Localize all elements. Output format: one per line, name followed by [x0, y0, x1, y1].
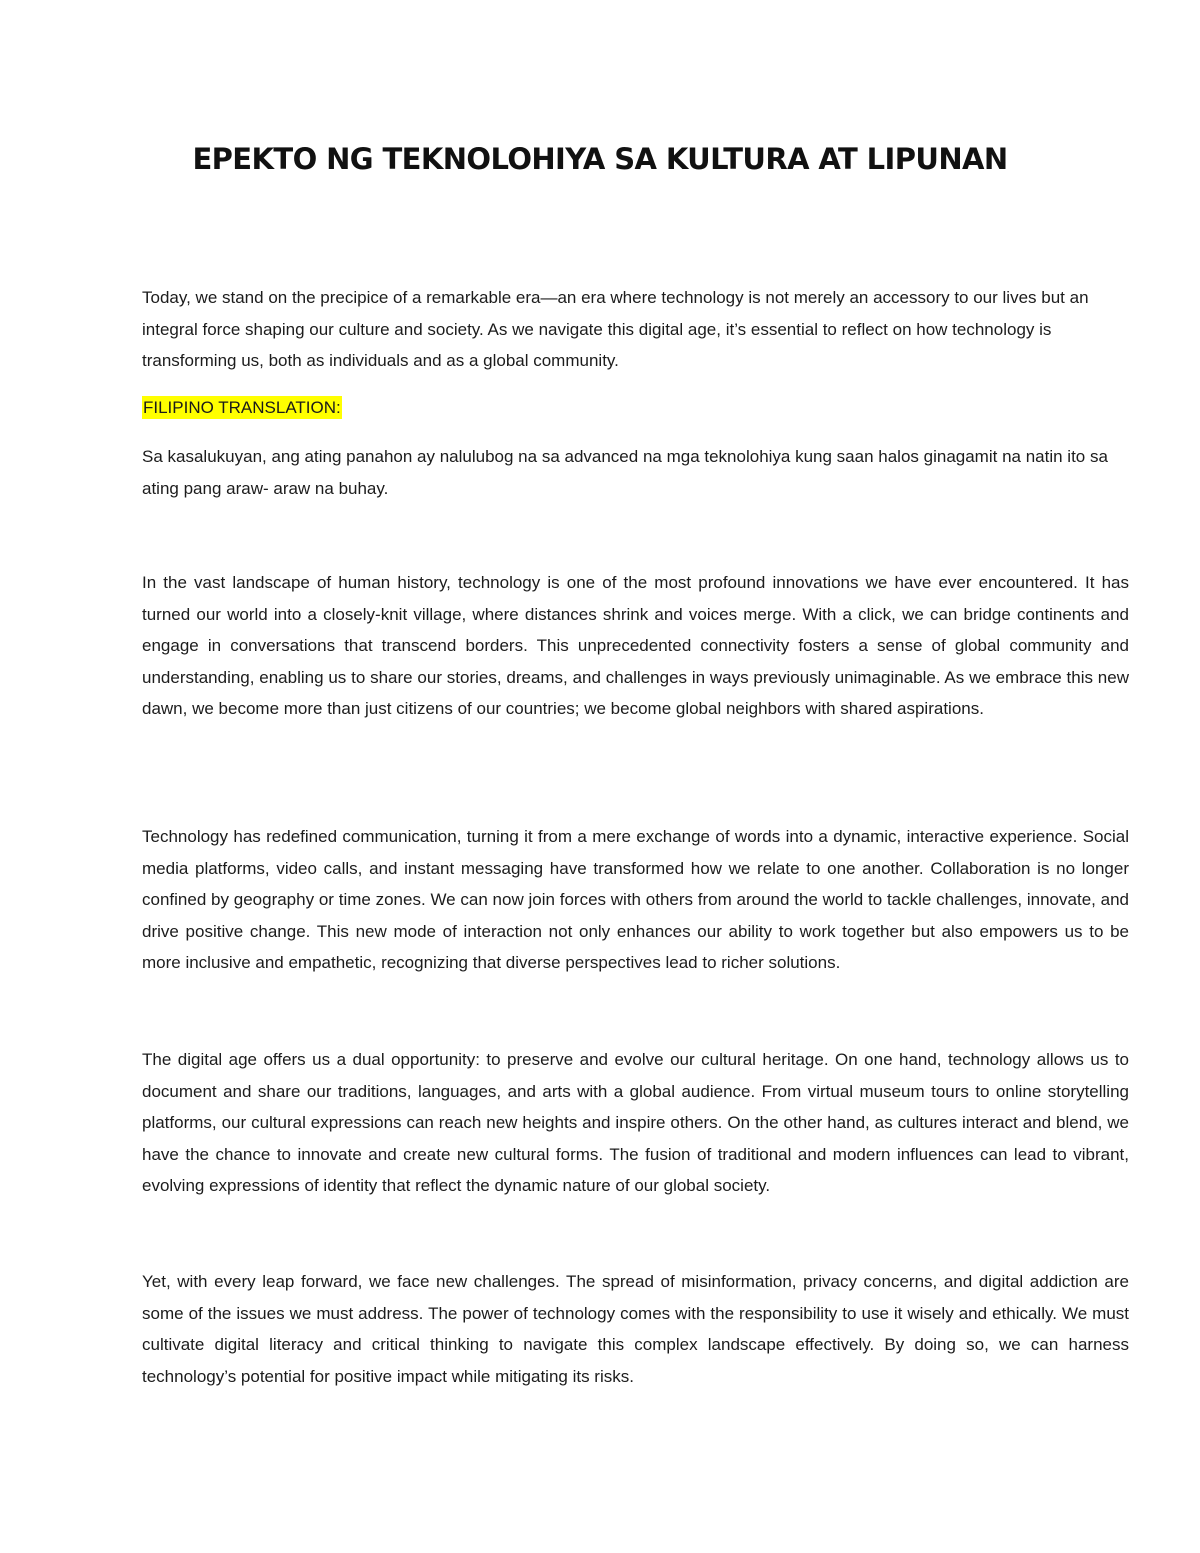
body-paragraph-2: Technology has redefined communication, turning it from a mere exchange of words into a dynamic, interactive experience. Social media platforms, video calls, and instant messaging have transformed how we relate to one another. Collaboration is no longer confined by geography or time zones. We can now join forces with others from around the world to tackle challenges, innovate, and drive positive change. This new mode of interaction not only enhances our ability to work together but also empowers us to be more inclusive and empathetic, recognizing that diverse perspectives lead to richer solutions.	[142, 827, 1129, 972]
intro-paragraph: Today, we stand on the precipice of a remarkable era—an era where technology is not merely an accessory to our lives but an integral force shaping our culture and society. As we navigate this digital age, it’s essential to reflect on how technology is transforming us, both as individuals and as a global community.	[142, 288, 1089, 370]
translation-label-line	[142, 392, 342, 424]
body-paragraph-1: In the vast landscape of human history, technology is one of the most profound innovations we have ever encountered. It has turned our world into a closely-knit village, where distances shrink and voices merge. With a click, we can bridge continents and engage in conversations that transcend borders. This unprecedented connectivity fosters a sense of global community and understanding, enabling us to share our stories, dreams, and challenges in ways previously unimaginable. As we embrace this new dawn, we become more than just citizens of our countries; we become global neighbors with shared aspirations.	[142, 573, 1129, 718]
translation-label: FILIPINO TRANSLATION:	[143, 398, 341, 417]
body-paragraph-3: The digital age offers us a dual opportunity: to preserve and evolve our cultural heritage. On one hand, technology allows us to document and share our traditions, languages, and arts with a global audience. From virtual museum tours to online storytelling platforms, our cultural expressions can reach new heights and inspire others. On the other hand, as cultures interact and blend, we have the chance to innovate and create new cultural forms. The fusion of traditional and modern influences can lead to vibrant, evolving expressions of identity that reflect the dynamic nature of our global society.	[142, 1050, 1129, 1195]
document-title: EPEKTO NG TEKNOLOHIYA SA KULTURA AT LIPUNAN	[192, 142, 1008, 176]
translation-paragraph: Sa kasalukuyan, ang ating panahon ay nalulubog na sa advanced na mga teknolohiya kung saan halos ginagamit na natin ito sa ating pang araw- araw na buhay.	[142, 447, 1108, 498]
body-paragraph-4: Yet, with every leap forward, we face new challenges. The spread of misinformation, privacy concerns, and digital addiction are some of the issues we must address. The power of technology comes with the responsibility to use it wisely and ethically. We must cultivate digital literacy and critical thinking to navigate this complex landscape effectively. By doing so, we can harness technology’s potential for positive impact while mitigating its risks.	[142, 1272, 1129, 1386]
